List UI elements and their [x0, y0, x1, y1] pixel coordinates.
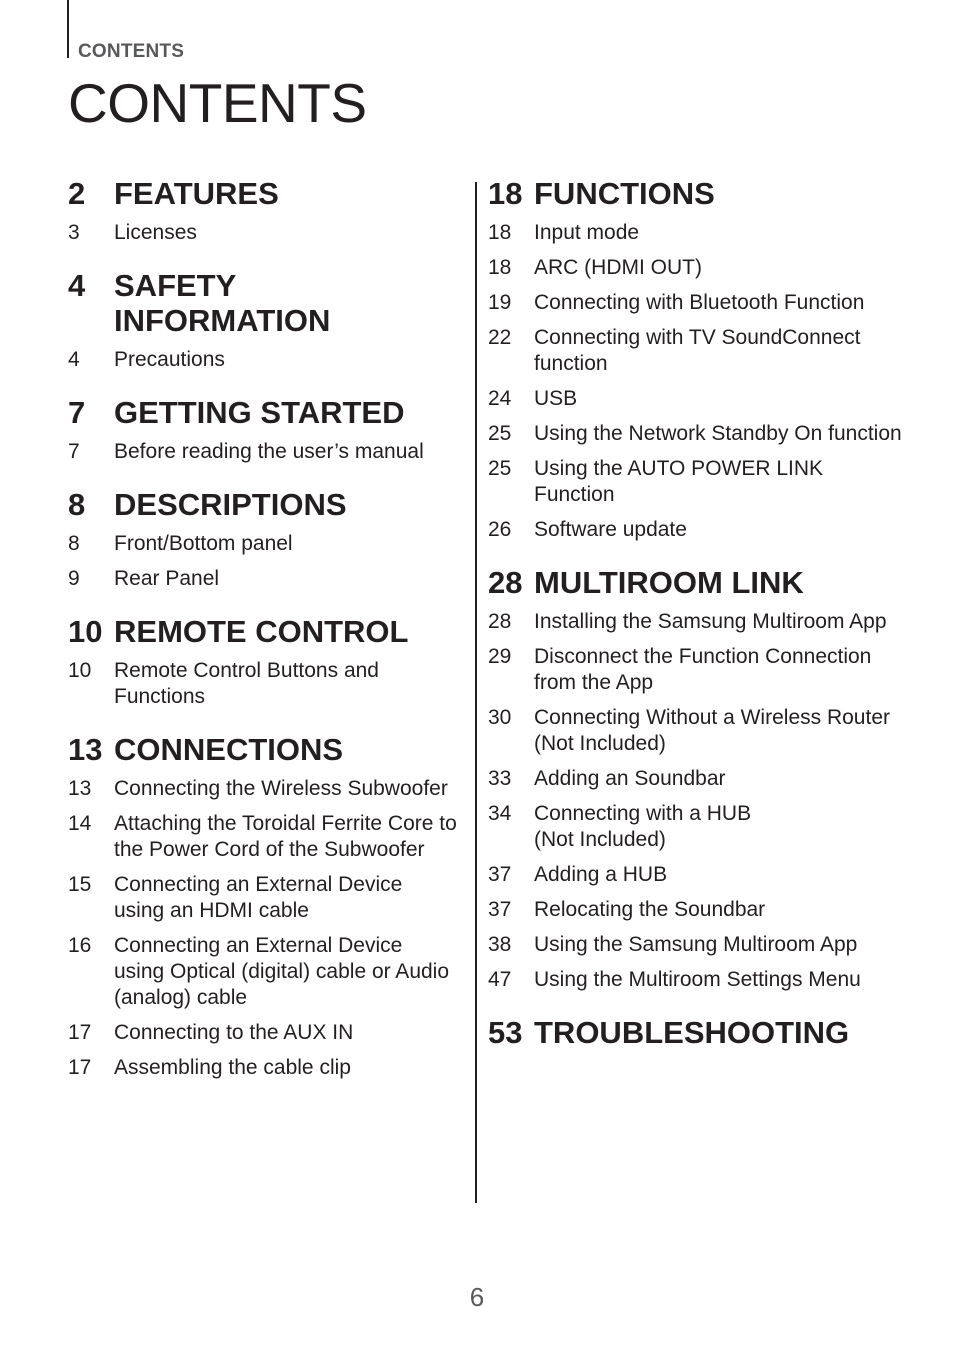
section-heading[interactable] [488, 565, 908, 600]
section-heading[interactable] [68, 614, 458, 649]
entry-page-number: 24 [488, 387, 512, 410]
column-divider [475, 182, 477, 1203]
toc-entry[interactable] [68, 531, 458, 557]
entry-page-number: 7 [68, 440, 80, 463]
toc-entry[interactable] [488, 517, 908, 543]
entry-page-number: 28 [488, 610, 512, 633]
section-title: SAFETY INFORMATION [114, 268, 331, 338]
entry-page-number: 30 [488, 706, 512, 729]
entry-page-number: 18 [488, 256, 512, 279]
toc-entry[interactable] [488, 386, 908, 412]
entry-title: Connecting the Wireless Subwoofer [114, 777, 448, 800]
toc-entry[interactable] [68, 566, 458, 592]
toc-entry[interactable] [68, 658, 458, 710]
section-title: FUNCTIONS [534, 176, 715, 211]
toc-entry[interactable] [488, 255, 908, 281]
entry-title: Adding a HUB [534, 863, 668, 886]
entry-page-number: 4 [68, 348, 80, 371]
toc-section [488, 1015, 908, 1050]
entry-page-number: 26 [488, 518, 512, 541]
entry-title: Connecting to the AUX IN [114, 1021, 354, 1044]
entry-page-number: 38 [488, 933, 512, 956]
section-title: DESCRIPTIONS [114, 487, 347, 522]
page-title: CONTENTS [68, 72, 367, 134]
entry-title: Connecting with Bluetooth Function [534, 291, 865, 314]
entry-page-number: 25 [488, 422, 512, 445]
entry-title: Remote Control Buttons and Functions [114, 659, 379, 708]
toc-entry[interactable] [68, 220, 458, 246]
section-title: REMOTE CONTROL [114, 614, 409, 649]
toc-section [488, 565, 908, 993]
toc-section [68, 176, 458, 246]
entry-title: Licenses [114, 221, 197, 244]
entry-title: Connecting Without a Wireless Router (Not Included) [534, 706, 890, 755]
entry-page-number: 15 [68, 873, 92, 896]
section-title: TROUBLESHOOTING [534, 1015, 850, 1050]
entry-title: Using the Network Standby On function [534, 422, 902, 445]
section-heading[interactable] [488, 176, 908, 211]
entry-page-number: 8 [68, 532, 80, 555]
toc-entry[interactable] [68, 872, 458, 924]
toc-section [68, 732, 458, 1081]
section-page-number: 8 [68, 487, 86, 522]
toc-entry[interactable] [488, 421, 908, 447]
section-heading[interactable] [68, 487, 458, 522]
entry-title: Connecting an External Device using an HDMI cable [114, 873, 403, 922]
entry-page-number: 9 [68, 567, 80, 590]
entry-page-number: 25 [488, 457, 512, 480]
header-rule [67, 0, 69, 58]
entry-page-number: 17 [68, 1056, 92, 1079]
section-heading[interactable] [68, 732, 458, 767]
entry-title: Input mode [534, 221, 640, 244]
toc-entry[interactable] [488, 766, 908, 792]
section-page-number: 18 [488, 176, 523, 211]
section-title: GETTING STARTED [114, 395, 405, 430]
toc-entry[interactable] [68, 811, 458, 863]
entry-title: Precautions [114, 348, 225, 371]
toc-entry[interactable] [488, 932, 908, 958]
toc-column-left [68, 172, 458, 1081]
toc-entry[interactable] [488, 801, 908, 853]
toc-section [68, 268, 458, 373]
toc-column-right [488, 172, 908, 1054]
entry-page-number: 37 [488, 863, 512, 886]
toc-entry[interactable] [68, 347, 458, 373]
entry-page-number: 3 [68, 221, 80, 244]
section-page-number: 4 [68, 268, 86, 303]
entry-page-number: 22 [488, 326, 512, 349]
section-page-number: 28 [488, 565, 523, 600]
entry-title: Attaching the Toroidal Ferrite Core to the Power Cord of the Subwoofer [114, 812, 457, 861]
entry-page-number: 33 [488, 767, 512, 790]
entry-page-number: 13 [68, 777, 92, 800]
toc-entry[interactable] [488, 456, 908, 508]
toc-section [68, 614, 458, 710]
running-head: CONTENTS [78, 41, 185, 62]
toc-entry[interactable] [488, 290, 908, 316]
toc-entry[interactable] [488, 609, 908, 635]
section-page-number: 53 [488, 1015, 523, 1050]
entry-title: Assembling the cable clip [114, 1056, 351, 1079]
entry-title: Rear Panel [114, 567, 220, 590]
toc-entry[interactable] [488, 967, 908, 993]
section-page-number: 7 [68, 395, 86, 430]
toc-entry[interactable] [68, 933, 458, 1011]
toc-entry[interactable] [68, 1055, 458, 1081]
toc-entry[interactable] [488, 325, 908, 377]
entry-title: Before reading the user’s manual [114, 440, 424, 463]
entry-title: Using the AUTO POWER LINK Function [534, 457, 824, 506]
section-heading[interactable] [68, 176, 458, 211]
entry-page-number: 34 [488, 802, 512, 825]
toc-entry[interactable] [68, 776, 458, 802]
section-title: FEATURES [114, 176, 279, 211]
entry-title: Front/Bottom panel [114, 532, 293, 555]
entry-page-number: 29 [488, 645, 512, 668]
toc-entry[interactable] [488, 705, 908, 757]
entry-title: Installing the Samsung Multiroom App [534, 610, 887, 633]
entry-title: USB [534, 387, 578, 410]
entry-page-number: 37 [488, 898, 512, 921]
entry-title: Adding an Soundbar [534, 767, 726, 790]
entry-page-number: 10 [68, 659, 92, 682]
entry-page-number: 18 [488, 221, 512, 244]
entry-title: Disconnect the Function Connection from the App [534, 645, 872, 694]
toc-entry[interactable] [68, 1020, 458, 1046]
toc-section [68, 395, 458, 465]
toc-entry[interactable] [488, 644, 908, 696]
entry-page-number: 14 [68, 812, 92, 835]
section-page-number: 13 [68, 732, 103, 767]
entry-page-number: 16 [68, 934, 92, 957]
entry-title: Connecting an External Device using Optical (digital) cable or Audio (analog) cable [114, 934, 450, 1009]
section-heading[interactable] [68, 395, 458, 430]
entry-title: Using the Multiroom Settings Menu [534, 968, 861, 991]
entry-page-number: 19 [488, 291, 512, 314]
toc-section [488, 176, 908, 543]
toc-entry[interactable] [488, 862, 908, 888]
section-title: CONNECTIONS [114, 732, 344, 767]
entry-title: Connecting with a HUB (Not Included) [534, 802, 752, 851]
toc-section [68, 487, 458, 592]
entry-title: Software update [534, 518, 687, 541]
entry-title: Using the Samsung Multiroom App [534, 933, 858, 956]
page-number: 6 [469, 1282, 485, 1312]
entry-title: ARC (HDMI OUT) [534, 256, 702, 279]
section-page-number: 2 [68, 176, 86, 211]
toc-entry[interactable] [68, 439, 458, 465]
entry-page-number: 47 [488, 968, 512, 991]
section-page-number: 10 [68, 614, 103, 649]
section-heading[interactable] [68, 268, 458, 338]
toc-entry[interactable] [488, 897, 908, 923]
entry-title: Relocating the Soundbar [534, 898, 766, 921]
entry-title: Connecting with TV SoundConnect function [534, 326, 861, 375]
entry-page-number: 17 [68, 1021, 92, 1044]
section-heading[interactable] [488, 1015, 908, 1050]
toc-entry[interactable] [488, 220, 908, 246]
section-title: MULTIROOM LINK [534, 565, 804, 600]
